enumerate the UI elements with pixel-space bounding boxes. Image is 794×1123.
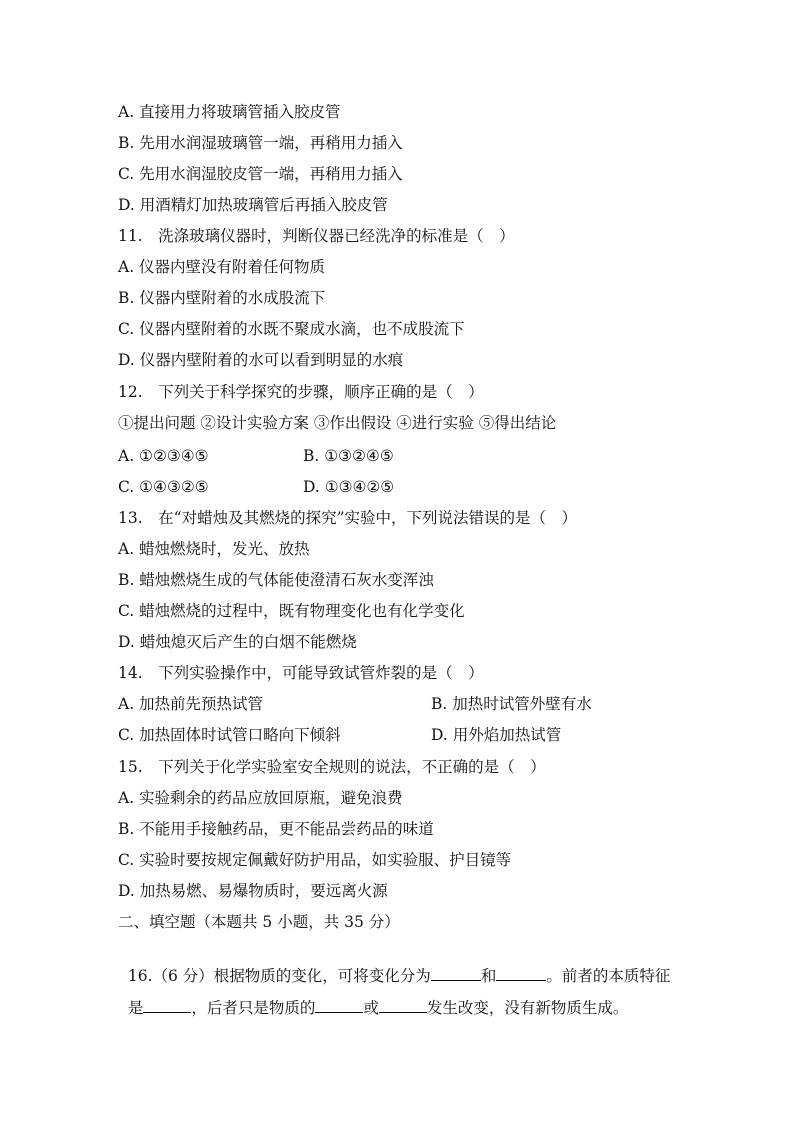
q14-option-d: D. 用外焰加热试管 [431,726,562,744]
q16-text: 或 [363,999,379,1017]
q12-stem: 12. 下列关于科学探究的步骤，顺序正确的是（ ） [118,383,484,401]
answer-blank[interactable] [315,996,363,1013]
q13-option-d: D. 蜡烛熄灭后产生的白烟不能燃烧 [118,633,357,651]
q10-option-d: D. 用酒精灯加热玻璃管后再插入胶皮管 [118,196,388,214]
q12-option-c: C. ①④③②⑤ [118,478,209,496]
section-heading: 二、填空题（本题共 5 小题，共 35 分） [118,913,400,931]
q11-option-c: C. 仪器内壁附着的水既不聚成水滴，也不成股流下 [118,320,465,338]
q16-text: ，后者只是物质的 [191,999,316,1017]
q13-stem: 13. 在“对蜡烛及其燃烧的探究”实验中，下列说法错误的是（ ） [118,509,578,527]
q12-option-b: B. ①③②④⑤ [303,447,394,465]
q11-stem: 11. 洗涤玻璃仪器时，判断仪器已经洗净的标准是（ ） [118,227,515,245]
q11-option-b: B. 仪器内壁附着的水成股流下 [118,289,326,307]
q13-option-c: C. 蜡烛燃烧的过程中，既有物理变化也有化学变化 [118,602,465,620]
q16-text: 是 [127,999,144,1017]
q14-stem: 14. 下列实验操作中，可能导致试管炸裂的是（ ） [118,664,484,682]
q11-option-a: A. 仪器内壁没有附着任何物质 [118,258,326,276]
q16-text: 16.（6 分）根据物质的变化，可将变化分为 [127,967,431,985]
q12-steps: ①提出问题 ②设计实验方案 ③作出假设 ④进行实验 ⑤得出结论 [118,414,557,432]
q15-option-b: B. 不能用手接触药品，更不能品尝药品的味道 [118,820,434,838]
answer-blank[interactable] [379,996,427,1013]
q15-option-c: C. 实验时要按规定佩戴好防护用品，如实验服、护目镜等 [118,851,512,869]
q14-option-c: C. 加热固体时试管口略向下倾斜 [118,726,341,744]
answer-blank[interactable] [143,996,191,1013]
q16-line-2 [118,976,628,1018]
q10-option-c: C. 先用水润湿胶皮管一端，再稍用力插入 [118,165,403,183]
q15-option-a: A. 实验剩余的药品应放回原瓶，避免浪费 [118,789,403,807]
q10-option-a: A. 直接用力将玻璃管插入胶皮管 [118,103,341,121]
q12-option-d: D. ①③④②⑤ [303,478,395,496]
q16-text: 和 [480,967,497,985]
q11-option-d: D. 仪器内壁附着的水可以看到明显的水痕 [118,351,404,369]
q15-option-d: D. 加热易燃、易爆物质时，要远离火源 [118,882,388,900]
q16-text: 发生改变，没有新物质生成。 [426,999,629,1017]
q10-option-b: B. 先用水润湿玻璃管一端，再稍用力插入 [118,134,403,152]
q15-stem: 15. 下列关于化学实验室安全规则的说法，不正确的是（ ） [118,758,546,776]
q14-option-a: A. 加热前先预热试管 [118,695,264,713]
q13-option-b: B. 蜡烛燃烧生成的气体能使澄清石灰水变浑浊 [118,571,434,589]
q14-option-b: B. 加热时试管外壁有水 [431,695,592,713]
q13-option-a: A. 蜡烛燃烧时，发光、放热 [118,540,310,558]
q12-option-a: A. ①②③④⑤ [118,447,209,465]
q16-text: 。前者的本质特征 [546,967,671,985]
